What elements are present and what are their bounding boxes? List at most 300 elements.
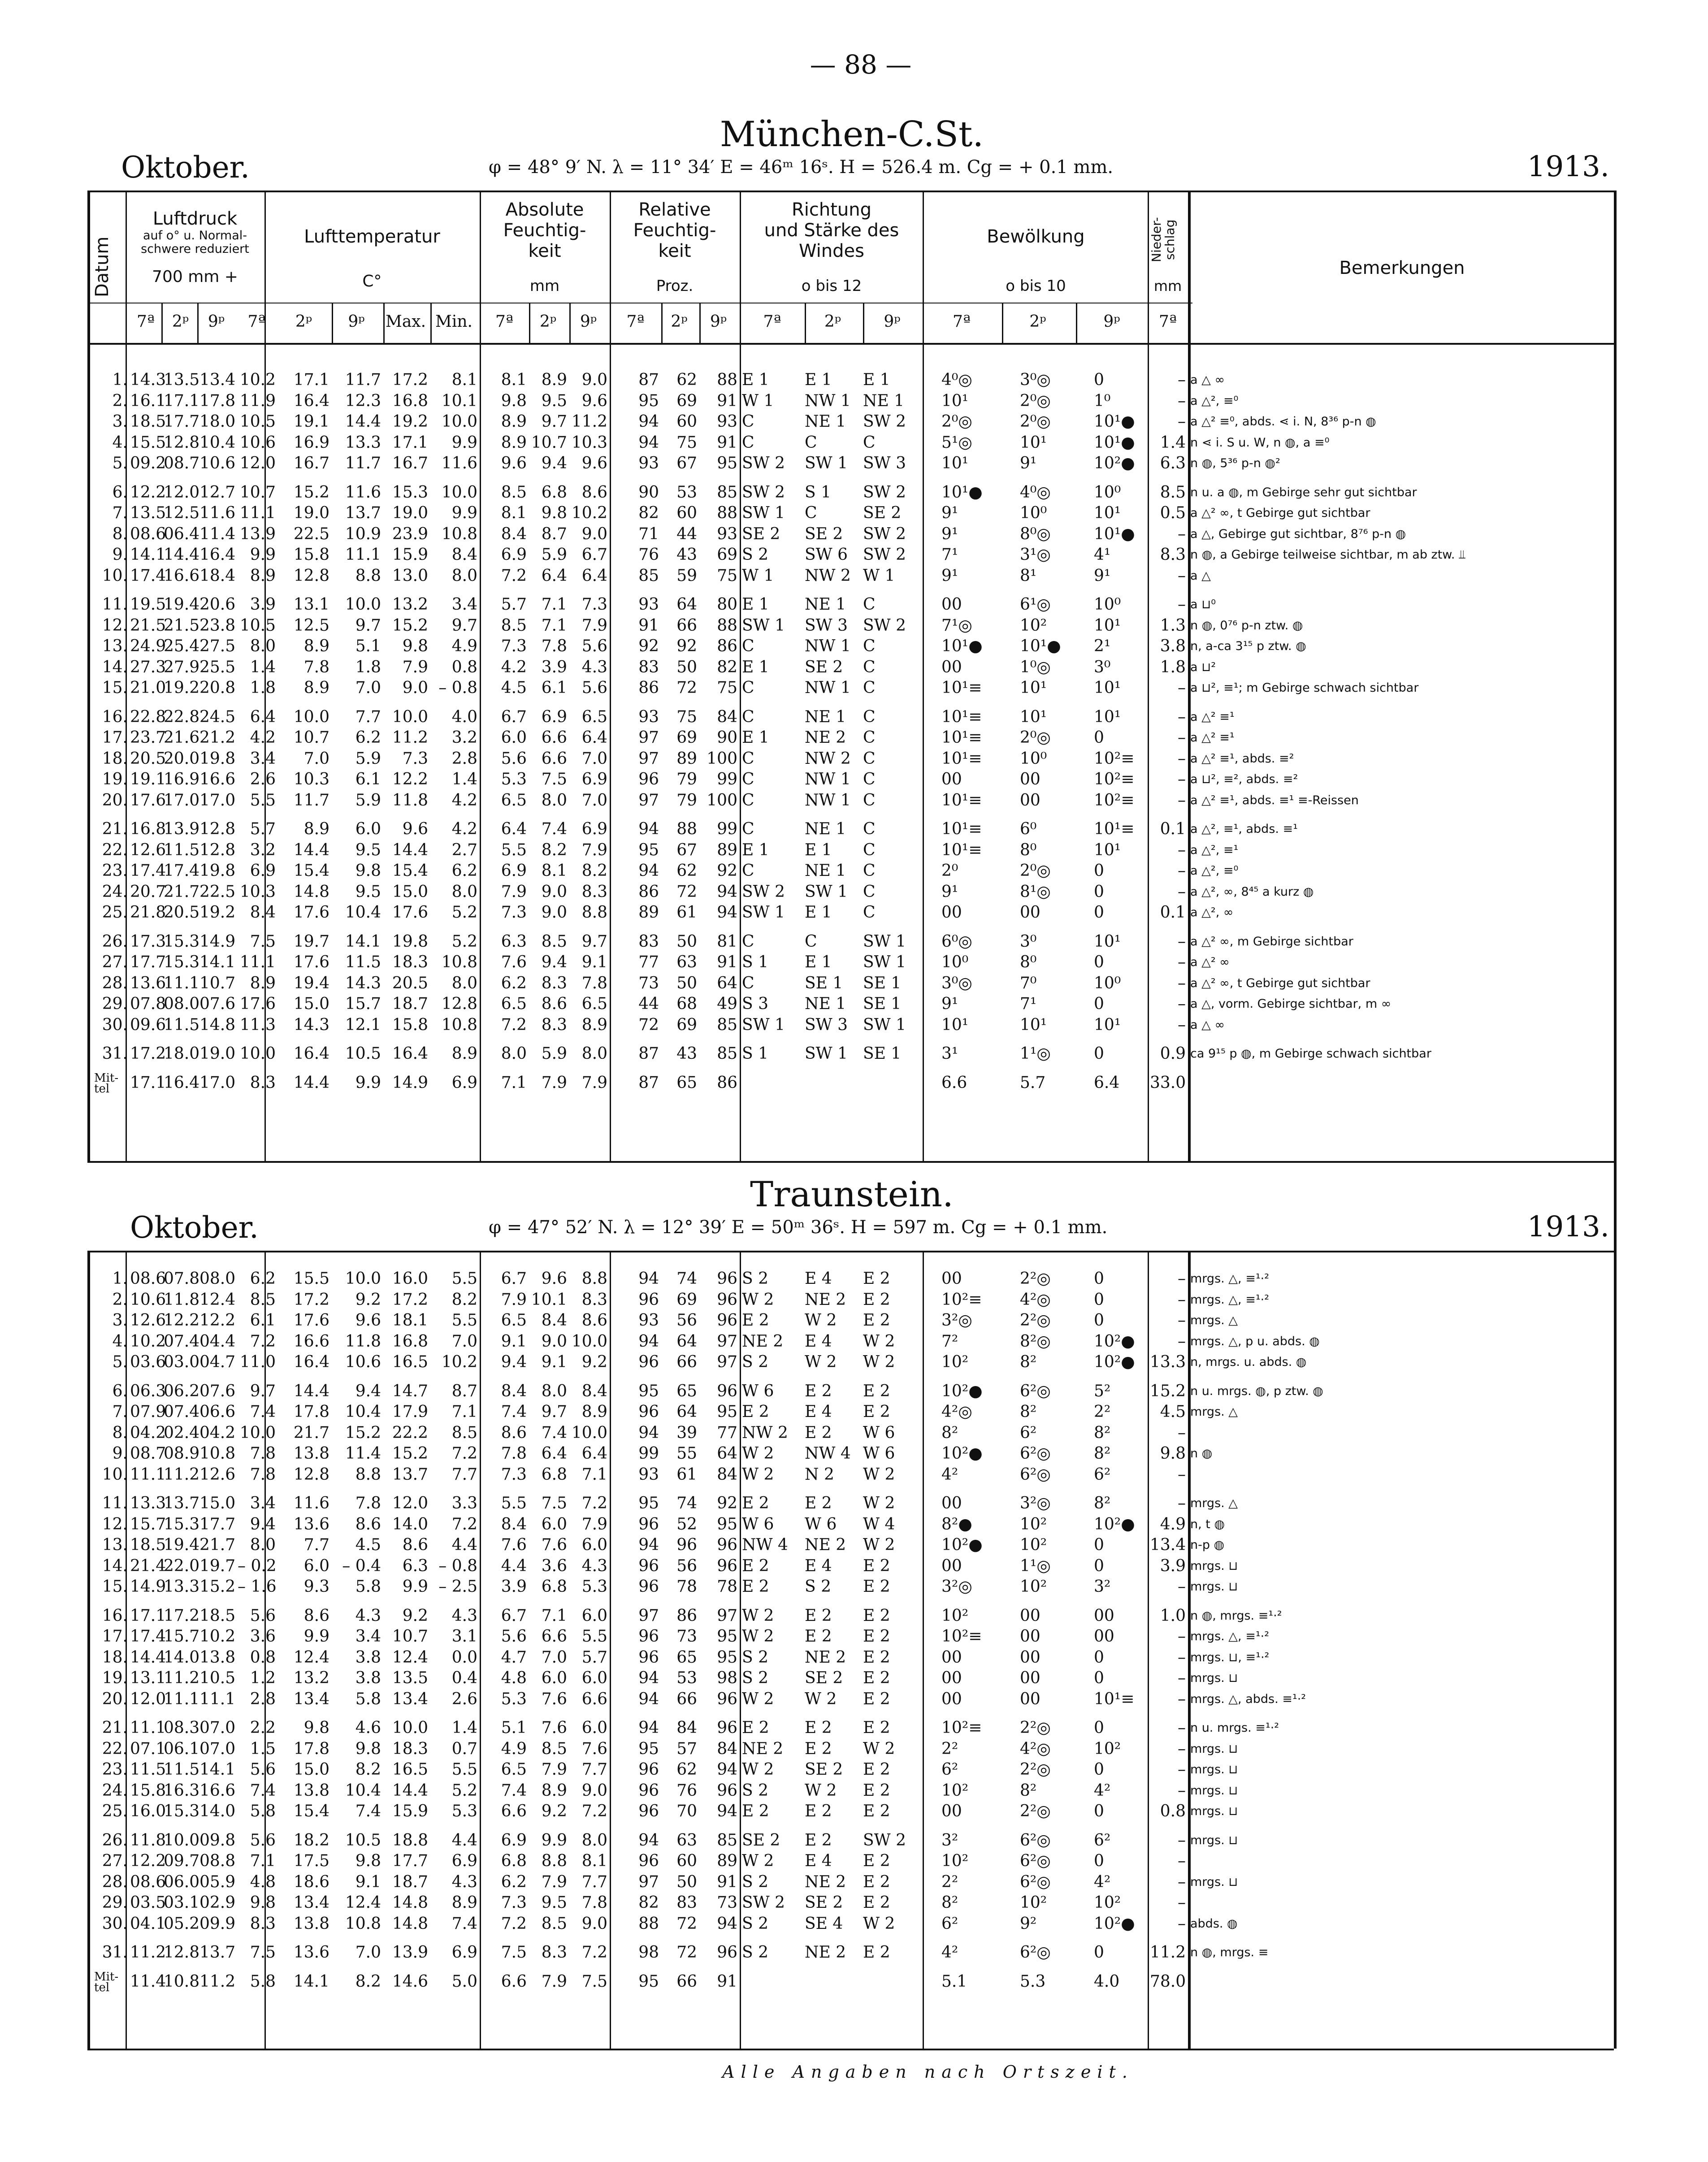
table-row bbox=[0, 1269, 1708, 1290]
value-cell: 9.1 bbox=[541, 1353, 567, 1371]
value-cell: 6.4 bbox=[501, 820, 527, 838]
value-cell: 7.3 bbox=[501, 903, 527, 922]
remark-cell: mrgs. ⊔, ≡¹·² bbox=[1190, 1650, 1270, 1664]
value-cell: 10.5 bbox=[345, 1044, 381, 1063]
value-cell: 10¹ bbox=[1094, 932, 1121, 951]
value-cell: SW 2 bbox=[863, 524, 906, 543]
value-cell: 04.1 bbox=[130, 1914, 166, 1933]
value-cell: 8² bbox=[1020, 1781, 1037, 1800]
table-row bbox=[0, 1914, 1708, 1935]
value-cell: E 4 bbox=[805, 1403, 832, 1421]
value-cell: 5.5 bbox=[451, 1760, 477, 1779]
value-cell: NW 1 bbox=[805, 637, 851, 655]
value-cell: 9.6 bbox=[402, 820, 428, 838]
value-cell: W 2 bbox=[742, 1690, 774, 1708]
value-cell: 11.5 bbox=[164, 1760, 200, 1779]
value-cell: 6.4 bbox=[541, 566, 567, 585]
value-cell: – bbox=[1178, 770, 1186, 789]
value-cell: 6.5 bbox=[501, 1311, 527, 1330]
value-cell: 19.2 bbox=[392, 412, 428, 431]
value-cell: 5.6 bbox=[581, 679, 607, 697]
table-row bbox=[0, 1739, 1708, 1760]
value-cell: 94 bbox=[638, 820, 659, 838]
value-cell: E 2 bbox=[863, 1403, 890, 1421]
value-cell: 12.8 bbox=[293, 1465, 329, 1484]
value-cell: 17.6 bbox=[293, 903, 329, 922]
value-cell: 96 bbox=[676, 1536, 697, 1554]
remark-cell: a △² ≡¹, abds. ≡¹ ≡-Reissen bbox=[1190, 793, 1359, 807]
value-cell: C bbox=[863, 637, 876, 655]
value-cell: 69 bbox=[676, 728, 697, 747]
value-cell: SW 1 bbox=[742, 504, 785, 522]
value-cell: 88 bbox=[638, 1914, 659, 1933]
remark-cell: n ◍, mrgs. ≡ bbox=[1190, 1945, 1269, 1959]
value-cell: 11.8 bbox=[392, 791, 428, 810]
value-cell: SW 1 bbox=[805, 454, 848, 472]
value-cell: E 1 bbox=[742, 841, 769, 859]
value-cell: 10.6 bbox=[130, 1290, 166, 1309]
subcol-divider bbox=[740, 303, 741, 343]
value-cell: 50 bbox=[676, 932, 697, 951]
value-cell: 17.8 bbox=[293, 1739, 329, 1758]
value-cell: E 2 bbox=[805, 1739, 832, 1758]
value-cell: 0 bbox=[1094, 882, 1104, 901]
value-cell: 15.2 bbox=[293, 483, 329, 502]
table-row bbox=[0, 840, 1708, 861]
date-cell: Mit-tel bbox=[94, 1071, 119, 1096]
value-cell: 14.0 bbox=[164, 1648, 200, 1667]
value-cell: 7.7 bbox=[581, 1872, 607, 1891]
col-time-label: 2ᵖ bbox=[671, 312, 688, 331]
remark-cell: a △ bbox=[1190, 568, 1211, 583]
value-cell: 8.4 bbox=[451, 546, 477, 564]
value-cell: 7.9 bbox=[581, 1515, 607, 1534]
value-cell: NE 2 bbox=[805, 1536, 846, 1554]
station-separator bbox=[87, 1161, 1614, 1163]
value-cell: 16.0 bbox=[130, 1802, 166, 1820]
value-cell: 06.1 bbox=[164, 1739, 200, 1758]
luftdruck-sub1: auf o° u. Normal- bbox=[143, 229, 247, 243]
value-cell: 0.5 bbox=[1160, 504, 1186, 522]
value-cell: 65 bbox=[676, 1382, 697, 1400]
value-cell: E 1 bbox=[805, 903, 832, 922]
value-cell: 9.8 bbox=[501, 391, 527, 410]
table-row bbox=[0, 503, 1708, 524]
table-row bbox=[0, 1290, 1708, 1311]
date-cell: 16. bbox=[102, 1606, 128, 1625]
value-cell: 08.0 bbox=[199, 1269, 236, 1288]
value-cell: 96 bbox=[638, 1577, 659, 1596]
value-cell: 65 bbox=[676, 1073, 697, 1092]
month-label: Oktober. bbox=[130, 1210, 259, 1245]
value-cell: 1.2 bbox=[250, 1669, 276, 1687]
value-cell: 05.2 bbox=[164, 1914, 200, 1933]
value-cell: NE 1 bbox=[805, 862, 846, 880]
col-time-label: 9ᵖ bbox=[580, 312, 597, 331]
remark-cell: a △², ≡¹ bbox=[1190, 843, 1239, 857]
value-cell: 07.4 bbox=[164, 1332, 200, 1351]
value-cell: 18.5 bbox=[130, 412, 166, 431]
value-cell: 5.7 bbox=[501, 595, 527, 614]
value-cell: 7.9 bbox=[541, 1972, 567, 1991]
value-cell: E 2 bbox=[863, 1648, 890, 1667]
value-cell: NW 2 bbox=[805, 749, 851, 768]
value-cell: 10.7 bbox=[531, 433, 567, 452]
value-cell: 3.2 bbox=[250, 841, 276, 859]
value-cell: 2²◎ bbox=[1020, 1269, 1051, 1288]
value-cell: 9.6 bbox=[501, 454, 527, 472]
value-cell: 17.1 bbox=[392, 433, 428, 452]
remark-cell: mrgs. △, abds. ≡¹·² bbox=[1190, 1692, 1306, 1706]
value-cell: 10¹≡ bbox=[1094, 1690, 1135, 1708]
bew-unit: o bis 10 bbox=[1006, 277, 1066, 295]
value-cell: 94 bbox=[717, 1802, 737, 1820]
value-cell: 08.6 bbox=[130, 1269, 166, 1288]
value-cell: 10.3 bbox=[571, 433, 607, 452]
remark-cell: mrgs. △, ≡¹·² bbox=[1190, 1272, 1270, 1286]
value-cell: 5.9 bbox=[355, 749, 381, 768]
value-cell: 10.0 bbox=[164, 1831, 200, 1850]
value-cell: 7.1 bbox=[501, 1073, 527, 1092]
value-cell: 86 bbox=[638, 882, 659, 901]
value-cell: E 2 bbox=[805, 1494, 832, 1512]
value-cell: 7.6 bbox=[581, 1739, 607, 1758]
value-cell: – bbox=[1178, 371, 1186, 389]
value-cell: NW 4 bbox=[742, 1536, 788, 1554]
value-cell: 75 bbox=[717, 679, 737, 697]
value-cell: 16.5 bbox=[392, 1353, 428, 1371]
value-cell: 18.0 bbox=[199, 412, 236, 431]
relfeucht-title: Feuchtig- bbox=[633, 220, 716, 241]
value-cell: 96 bbox=[717, 1781, 737, 1800]
value-cell: 10.2 bbox=[239, 371, 276, 389]
value-cell: 7.1 bbox=[541, 595, 567, 614]
mittel-row bbox=[0, 1073, 1708, 1094]
date-cell: 18. bbox=[102, 749, 128, 768]
value-cell: 21.5 bbox=[164, 616, 200, 635]
value-cell: 8⁰ bbox=[1020, 953, 1037, 971]
page-number: — 88 — bbox=[810, 49, 912, 80]
value-cell: 10.6 bbox=[199, 454, 236, 472]
value-cell: 8.2 bbox=[451, 1290, 477, 1309]
value-cell: 9¹ bbox=[1094, 566, 1111, 585]
date-cell: 13. bbox=[102, 637, 128, 655]
value-cell: 11.2 bbox=[164, 1669, 200, 1687]
value-cell: 57 bbox=[676, 1739, 697, 1758]
value-cell: 11.1 bbox=[239, 504, 276, 522]
value-cell: S 2 bbox=[742, 1353, 769, 1371]
value-cell: 7.3 bbox=[402, 749, 428, 768]
value-cell: 14.8 bbox=[293, 882, 329, 901]
value-cell: 17.8 bbox=[293, 1403, 329, 1421]
value-cell: 94 bbox=[717, 1760, 737, 1779]
remark-cell: a △² ∞ bbox=[1190, 955, 1230, 969]
value-cell: 22.8 bbox=[130, 707, 166, 726]
absfeucht-title: Feuchtig- bbox=[503, 220, 586, 241]
date-cell: 23. bbox=[102, 862, 128, 880]
value-cell: 8.2 bbox=[541, 841, 567, 859]
value-cell: 19.0 bbox=[199, 1044, 236, 1063]
value-cell: 83 bbox=[638, 932, 659, 951]
value-cell: 1.8 bbox=[355, 658, 381, 676]
value-cell: 10¹≡ bbox=[941, 841, 982, 859]
value-cell: 20.5 bbox=[392, 974, 428, 992]
value-cell: 11.7 bbox=[293, 791, 329, 810]
value-cell: 8.8 bbox=[355, 1465, 381, 1484]
value-cell: 61 bbox=[676, 903, 697, 922]
value-cell: E 2 bbox=[863, 1606, 890, 1625]
absfeucht-title: Absolute bbox=[505, 199, 584, 220]
value-cell: 94 bbox=[638, 1536, 659, 1554]
value-cell: – bbox=[1178, 1311, 1186, 1330]
value-cell: 15.8 bbox=[130, 1781, 166, 1800]
value-cell: 23.7 bbox=[130, 728, 166, 747]
value-cell: 7.4 bbox=[355, 1802, 381, 1820]
value-cell: 6.8 bbox=[541, 483, 567, 502]
value-cell: 92 bbox=[638, 637, 659, 655]
value-cell: C bbox=[805, 504, 817, 522]
date-cell: 19. bbox=[102, 770, 128, 789]
value-cell: 97 bbox=[717, 1606, 737, 1625]
date-cell: 22. bbox=[102, 841, 128, 859]
value-cell: 87 bbox=[638, 1073, 659, 1092]
remark-cell: n ◍, mrgs. ≡¹·² bbox=[1190, 1608, 1282, 1623]
value-cell: 15.0 bbox=[199, 1494, 236, 1512]
table-row bbox=[0, 1015, 1708, 1036]
value-cell: 7.7 bbox=[303, 1536, 329, 1554]
value-cell: 00 bbox=[941, 1269, 962, 1288]
value-cell: 15.4 bbox=[293, 1802, 329, 1820]
value-cell: 15.3 bbox=[164, 1515, 200, 1534]
value-cell: 00 bbox=[941, 903, 962, 922]
value-cell: 17.7 bbox=[130, 953, 166, 971]
value-cell: 19.0 bbox=[293, 504, 329, 522]
value-cell: 6² bbox=[941, 1914, 958, 1933]
value-cell: 10.6 bbox=[239, 433, 276, 452]
value-cell: 6²◎ bbox=[1020, 1943, 1051, 1962]
value-cell: C bbox=[863, 433, 876, 452]
table-row bbox=[0, 1942, 1708, 1963]
value-cell: 8² bbox=[941, 1893, 958, 1912]
value-cell: 9.5 bbox=[355, 841, 381, 859]
value-cell: 9¹ bbox=[941, 504, 958, 522]
value-cell: – bbox=[1178, 412, 1186, 431]
value-cell: 00 bbox=[1020, 1606, 1040, 1625]
value-cell: SW 6 bbox=[805, 546, 848, 564]
value-cell: 4¹ bbox=[1094, 546, 1111, 564]
date-cell: 8. bbox=[112, 1423, 128, 1442]
value-cell: 02.9 bbox=[199, 1893, 236, 1912]
value-cell: 6.5 bbox=[581, 995, 607, 1013]
remark-cell: n u. mrgs. ◍, p ztw. ◍ bbox=[1190, 1384, 1323, 1398]
value-cell: 5.5 bbox=[501, 1494, 527, 1512]
value-cell: 10.8 bbox=[441, 1015, 477, 1034]
table-row bbox=[0, 1423, 1708, 1444]
value-cell: 4.5 bbox=[355, 1536, 381, 1554]
value-cell: – bbox=[1178, 707, 1186, 726]
value-cell: 05.9 bbox=[199, 1872, 236, 1891]
value-cell: 0.1 bbox=[1160, 820, 1186, 838]
value-cell: E 2 bbox=[863, 1311, 890, 1330]
value-cell: SE 2 bbox=[863, 504, 902, 522]
value-cell: W 2 bbox=[742, 1627, 774, 1646]
value-cell: 94 bbox=[638, 412, 659, 431]
value-cell: 6.7 bbox=[501, 1606, 527, 1625]
table-row bbox=[0, 1893, 1708, 1914]
value-cell: 8.0 bbox=[451, 974, 477, 992]
value-cell: 6.6 bbox=[541, 728, 567, 747]
value-cell: 17.1 bbox=[293, 371, 329, 389]
value-cell: 18.0 bbox=[164, 1044, 200, 1063]
value-cell: 6.1 bbox=[355, 770, 381, 789]
table-row bbox=[0, 545, 1708, 566]
subcol-divider bbox=[610, 303, 611, 343]
value-cell: 5¹◎ bbox=[941, 433, 972, 452]
value-cell: 3¹◎ bbox=[1020, 546, 1051, 564]
value-cell: 18.1 bbox=[392, 1311, 428, 1330]
value-cell: 64 bbox=[676, 1403, 697, 1421]
date-cell: 10. bbox=[102, 1465, 128, 1484]
value-cell: W 1 bbox=[742, 566, 774, 585]
value-cell: 0 bbox=[1094, 1311, 1104, 1330]
value-cell: 10¹≡ bbox=[941, 728, 982, 747]
value-cell: 07.4 bbox=[164, 1403, 200, 1421]
value-cell: 13.5 bbox=[392, 1669, 428, 1687]
remark-cell: mrgs. ⊔ bbox=[1190, 1833, 1238, 1847]
value-cell: 0 bbox=[1094, 903, 1104, 922]
luftdruck-title: Luftdruck bbox=[152, 208, 238, 229]
value-cell: 13.4 bbox=[293, 1690, 329, 1708]
value-cell: SW 1 bbox=[805, 1044, 848, 1063]
remark-cell: a △², ≡⁰ bbox=[1190, 864, 1239, 878]
value-cell: 12.2 bbox=[130, 1852, 166, 1870]
value-cell: – bbox=[1178, 862, 1186, 880]
value-cell: 6.9 bbox=[501, 1831, 527, 1850]
value-cell: W 2 bbox=[805, 1781, 837, 1800]
value-cell: 8.4 bbox=[541, 1311, 567, 1330]
value-cell: 6.9 bbox=[581, 820, 607, 838]
value-cell: 12.2 bbox=[392, 770, 428, 789]
subcol-divider bbox=[1002, 303, 1003, 343]
value-cell: SE 2 bbox=[805, 1893, 843, 1912]
value-cell: 12.6 bbox=[199, 1465, 236, 1484]
remark-cell: a △, vorm. Gebirge sichtbar, m ∞ bbox=[1190, 997, 1392, 1011]
station-title: Traunstein. bbox=[750, 1174, 954, 1215]
date-cell: 3. bbox=[112, 412, 128, 431]
value-cell: 8.5 bbox=[541, 932, 567, 951]
value-cell: 10.0 bbox=[571, 1423, 607, 1442]
value-cell: 4² bbox=[1094, 1781, 1111, 1800]
value-cell: 12.3 bbox=[345, 391, 381, 410]
value-cell: 8.8 bbox=[581, 1269, 607, 1288]
value-cell: – bbox=[1178, 995, 1186, 1013]
value-cell: 0.8 bbox=[451, 658, 477, 676]
value-cell: 13.5 bbox=[164, 371, 200, 389]
value-cell: – bbox=[1178, 791, 1186, 810]
value-cell: 10² bbox=[941, 1606, 969, 1625]
value-cell: 7.7 bbox=[581, 1760, 607, 1779]
value-cell: 17.4 bbox=[130, 862, 166, 880]
value-cell: 8.6 bbox=[581, 1311, 607, 1330]
value-cell: 5.6 bbox=[501, 1627, 527, 1646]
value-cell: 0 bbox=[1094, 1852, 1104, 1870]
value-cell: 6² bbox=[1020, 1423, 1037, 1442]
value-cell: 5.3 bbox=[501, 770, 527, 789]
remark-cell: mrgs. △, p u. abds. ◍ bbox=[1190, 1334, 1320, 1348]
value-cell: 8.6 bbox=[541, 995, 567, 1013]
value-cell: 7.0 bbox=[355, 679, 381, 697]
value-cell: – 1.6 bbox=[238, 1577, 277, 1596]
value-cell: 10¹ bbox=[1020, 707, 1047, 726]
value-cell: 00 bbox=[941, 595, 962, 614]
value-cell: 5.2 bbox=[451, 903, 477, 922]
value-cell: 7.2 bbox=[451, 1444, 477, 1463]
value-cell: 22.8 bbox=[164, 707, 200, 726]
value-cell: – bbox=[1178, 1669, 1186, 1687]
value-cell: – 0.8 bbox=[438, 1556, 477, 1575]
date-cell: 7. bbox=[112, 1403, 128, 1421]
remark-cell: a △², ≡¹, abds. ≡¹ bbox=[1190, 822, 1298, 836]
value-cell: 21.5 bbox=[130, 616, 166, 635]
value-cell: 14.4 bbox=[392, 1781, 428, 1800]
value-cell: 11.0 bbox=[239, 1353, 276, 1371]
value-cell: 9.8 bbox=[303, 1719, 329, 1737]
value-cell: 10⁰ bbox=[1020, 749, 1047, 768]
date-cell: 12. bbox=[102, 616, 128, 635]
value-cell: 21.7 bbox=[293, 1423, 329, 1442]
value-cell: 15.8 bbox=[392, 1015, 428, 1034]
value-cell: 96 bbox=[717, 1690, 737, 1708]
value-cell: 4.0 bbox=[1094, 1972, 1120, 1991]
value-cell: 00 bbox=[1094, 1606, 1114, 1625]
value-cell: W 6 bbox=[863, 1423, 895, 1442]
date-cell: 25. bbox=[102, 903, 128, 922]
value-cell: SE 1 bbox=[863, 1044, 902, 1063]
value-cell: SE 1 bbox=[805, 974, 843, 992]
value-cell: 00 bbox=[941, 1802, 962, 1820]
value-cell: 10¹≡ bbox=[1094, 820, 1135, 838]
value-cell: 8.1 bbox=[501, 504, 527, 522]
value-cell: 9.2 bbox=[402, 1606, 428, 1625]
value-cell: 1.4 bbox=[250, 658, 276, 676]
value-cell: C bbox=[742, 749, 754, 768]
value-cell: 7.0 bbox=[581, 791, 607, 810]
table-row bbox=[0, 433, 1708, 454]
value-cell: 13.7 bbox=[345, 504, 381, 522]
value-cell: 96 bbox=[717, 1943, 737, 1962]
value-cell: 6.6 bbox=[501, 1972, 527, 1991]
value-cell: – bbox=[1178, 1781, 1186, 1800]
value-cell: 11.6 bbox=[345, 483, 381, 502]
value-cell: 94 bbox=[638, 433, 659, 452]
value-cell: 27.9 bbox=[164, 658, 200, 676]
value-cell: 7.5 bbox=[250, 932, 276, 951]
value-cell: 00 bbox=[941, 1648, 962, 1667]
value-cell: 9.7 bbox=[581, 932, 607, 951]
value-cell: 9.8 bbox=[355, 1852, 381, 1870]
value-cell: 3.6 bbox=[541, 1556, 567, 1575]
value-cell: S 2 bbox=[742, 1943, 769, 1962]
remark-cell: a ⊔⁰ bbox=[1190, 598, 1216, 611]
value-cell: 13.6 bbox=[293, 1943, 329, 1962]
value-cell: 17.3 bbox=[130, 932, 166, 951]
value-cell: 17.4 bbox=[164, 862, 200, 880]
col-time-label: 2ᵖ bbox=[172, 312, 189, 331]
value-cell: 3.3 bbox=[451, 1494, 477, 1512]
remark-cell: a ⊔² bbox=[1190, 660, 1216, 674]
value-cell: 86 bbox=[717, 637, 737, 655]
value-cell: 7.2 bbox=[250, 1332, 276, 1351]
